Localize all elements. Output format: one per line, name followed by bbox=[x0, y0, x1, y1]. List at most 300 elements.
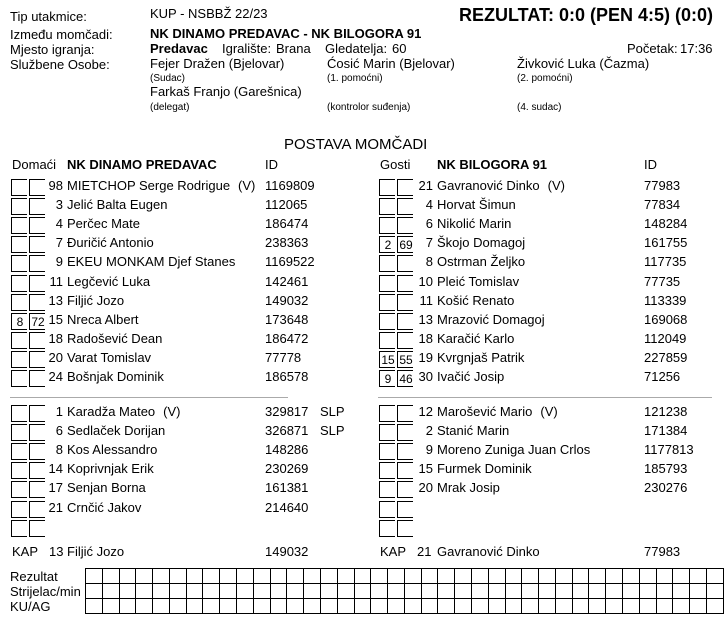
player-number: 4 bbox=[425, 197, 433, 212]
away-subs-box-1[interactable] bbox=[379, 424, 395, 441]
player-number: 24 bbox=[48, 369, 63, 384]
captain-mark: (V) bbox=[547, 178, 565, 193]
away-subs-box-1[interactable] bbox=[379, 443, 395, 460]
stats-cell[interactable] bbox=[673, 584, 690, 599]
kuag-row-label: KU/AG bbox=[10, 599, 51, 614]
home-side-label: Domaći bbox=[12, 157, 57, 172]
stats-cell[interactable] bbox=[539, 584, 556, 599]
player-number: 3 bbox=[55, 197, 63, 212]
stats-cell[interactable] bbox=[572, 599, 589, 614]
kickoff-label: Početak: bbox=[627, 41, 678, 56]
stats-cell[interactable] bbox=[304, 584, 321, 599]
player-number: 30 bbox=[418, 369, 433, 384]
home-starters-box-1[interactable] bbox=[11, 217, 27, 234]
stats-cell[interactable] bbox=[287, 584, 304, 599]
stats-cell[interactable] bbox=[673, 599, 690, 614]
stats-cell[interactable] bbox=[320, 569, 337, 584]
player-name: Jelić Balta Eugen bbox=[67, 197, 168, 212]
player-number: 6 bbox=[55, 423, 63, 438]
player-id: 71256 bbox=[644, 369, 681, 384]
official-fourth-role: (4. sudac) bbox=[517, 102, 562, 113]
stats-cell[interactable] bbox=[337, 599, 354, 614]
stats-cell[interactable] bbox=[421, 584, 438, 599]
stats-cell[interactable] bbox=[153, 599, 170, 614]
player-id: 1169522 bbox=[265, 254, 315, 269]
home-subs-box-1[interactable] bbox=[11, 481, 27, 498]
player-name: Varat Tomislav bbox=[67, 350, 152, 365]
stats-cell[interactable] bbox=[706, 569, 723, 584]
stats-cell[interactable] bbox=[589, 599, 606, 614]
player-number: 21 bbox=[418, 178, 433, 193]
stats-cell[interactable] bbox=[471, 584, 488, 599]
stats-cell[interactable] bbox=[186, 569, 203, 584]
stats-cell[interactable] bbox=[690, 569, 707, 584]
stats-cell[interactable] bbox=[119, 599, 136, 614]
stats-cell[interactable] bbox=[237, 599, 254, 614]
player-name: Ivačić Josip bbox=[437, 369, 505, 384]
player-number: 15 bbox=[418, 461, 433, 476]
player-name: Crnčić Jakov bbox=[67, 500, 142, 515]
venue-label: Mjesto igranja: bbox=[10, 42, 95, 57]
ground-value: Brana bbox=[276, 41, 311, 56]
official-assistant1-role: (1. pomoćni) bbox=[327, 73, 383, 84]
stats-cell[interactable] bbox=[354, 599, 371, 614]
stats-cell[interactable] bbox=[555, 599, 572, 614]
player-id: 171384 bbox=[644, 423, 688, 438]
stats-cell[interactable] bbox=[539, 569, 556, 584]
player-name: Legčević Luka bbox=[67, 274, 151, 289]
stats-cell[interactable] bbox=[102, 584, 119, 599]
away-starters-box-1[interactable] bbox=[379, 179, 395, 196]
player-name: Bošnjak Dominik bbox=[67, 369, 164, 384]
player-name: EKEU MONKAM Djef Stanes bbox=[67, 254, 236, 269]
stats-cell[interactable] bbox=[706, 584, 723, 599]
stats-cell[interactable] bbox=[287, 569, 304, 584]
player-number: 6 bbox=[425, 216, 433, 231]
stats-cell[interactable] bbox=[320, 599, 337, 614]
stats-cell[interactable] bbox=[656, 584, 673, 599]
official-delegate-role: (delegat) bbox=[150, 102, 190, 113]
stats-cell[interactable] bbox=[337, 569, 354, 584]
stats-cell[interactable] bbox=[471, 569, 488, 584]
stats-cell[interactable] bbox=[371, 569, 388, 584]
player-id: 112065 bbox=[265, 197, 308, 212]
player-name: Karadža Mateo bbox=[67, 404, 156, 419]
player-id: 227859 bbox=[644, 350, 688, 365]
stats-cell[interactable] bbox=[270, 569, 287, 584]
away-kap-name: Gavranović Dinko bbox=[437, 544, 540, 559]
stats-cell[interactable] bbox=[253, 569, 270, 584]
sub-minute-value: 55 bbox=[399, 353, 413, 367]
sub-minute-value: 72 bbox=[31, 315, 45, 329]
captain-mark: (V) bbox=[540, 404, 558, 419]
player-id: 77834 bbox=[644, 197, 681, 212]
player-name: Kos Alessandro bbox=[67, 442, 158, 457]
home-subs-box-1[interactable] bbox=[11, 405, 27, 422]
stats-cell[interactable] bbox=[119, 569, 136, 584]
stats-cell[interactable] bbox=[102, 599, 119, 614]
result-row-label: Rezultat bbox=[10, 569, 58, 584]
player-number: 21 bbox=[48, 500, 63, 515]
player-name: Kvrgnjaš Patrik bbox=[437, 350, 525, 365]
stats-cell[interactable] bbox=[438, 584, 455, 599]
sub-out-value: 15 bbox=[381, 353, 395, 367]
stats-cell[interactable] bbox=[169, 584, 186, 599]
home-subs-box-1[interactable] bbox=[11, 443, 27, 460]
player-name: Škojo Domagoj bbox=[437, 235, 526, 250]
teams-value: NK DINAMO PREDAVAC - NK BILOGORA 91 bbox=[150, 26, 422, 41]
player-number: 13 bbox=[48, 293, 63, 308]
stats-cell[interactable] bbox=[388, 569, 405, 584]
player-name: Ostrman Željko bbox=[437, 254, 526, 269]
player-number: 14 bbox=[48, 461, 63, 476]
stats-cell[interactable] bbox=[371, 599, 388, 614]
stats-cell[interactable] bbox=[253, 584, 270, 599]
player-number: 11 bbox=[419, 293, 433, 308]
home-starters-box-1[interactable] bbox=[11, 275, 27, 292]
home-subs-box-2[interactable] bbox=[29, 520, 45, 537]
player-id: 329817 bbox=[265, 404, 309, 419]
stats-cell[interactable] bbox=[623, 599, 640, 614]
stats-cell[interactable] bbox=[86, 599, 103, 614]
player-id: 77983 bbox=[644, 178, 681, 193]
player-name: Filjić Jozo bbox=[67, 293, 125, 308]
player-number: 7 bbox=[425, 235, 433, 250]
officials-label: Službene Osobe: bbox=[10, 57, 110, 72]
away-starters-box-1[interactable] bbox=[379, 370, 395, 387]
stats-cell[interactable] bbox=[220, 584, 237, 599]
player-id: 77735 bbox=[644, 274, 681, 289]
stats-cell[interactable] bbox=[522, 569, 539, 584]
home-starters-box-1[interactable] bbox=[11, 198, 27, 215]
stats-cell[interactable] bbox=[169, 569, 186, 584]
stats-cell[interactable] bbox=[203, 584, 220, 599]
player-name: Perčec Mate bbox=[67, 216, 140, 231]
player-name: Marošević Mario bbox=[437, 404, 533, 419]
player-id: 149032 bbox=[265, 293, 309, 308]
stats-cell[interactable] bbox=[639, 569, 656, 584]
player-id: 121238 bbox=[644, 404, 688, 419]
player-number: 2 bbox=[425, 423, 433, 438]
away-subs-box-1[interactable] bbox=[379, 405, 395, 422]
player-number: 8 bbox=[425, 254, 433, 269]
tip-label: Tip utakmice: bbox=[10, 9, 87, 24]
official-assistant2-role: (2. pomoćni) bbox=[517, 73, 573, 84]
player-id: 113339 bbox=[644, 293, 687, 308]
stats-cell[interactable] bbox=[606, 584, 623, 599]
player-id: 1169809 bbox=[265, 178, 315, 193]
stats-cell[interactable] bbox=[606, 599, 623, 614]
home-starters-box-1[interactable] bbox=[11, 179, 27, 196]
home-subs-box-1[interactable] bbox=[11, 501, 27, 518]
home-starters-box-1[interactable] bbox=[11, 236, 27, 253]
stats-cell[interactable] bbox=[505, 569, 522, 584]
away-kap-id: 77983 bbox=[644, 544, 681, 559]
stats-grid bbox=[85, 568, 724, 614]
venue-value: Predavac bbox=[150, 41, 208, 56]
stats-cell[interactable] bbox=[488, 599, 505, 614]
player-name: Moreno Zuniga Juan Crlos bbox=[437, 442, 591, 457]
player-number: 20 bbox=[418, 480, 433, 495]
stats-cell[interactable] bbox=[186, 584, 203, 599]
stats-cell[interactable] bbox=[404, 569, 421, 584]
player-id: 161381 bbox=[265, 480, 309, 495]
stats-cell[interactable] bbox=[354, 569, 371, 584]
away-team-name: NK BILOGORA 91 bbox=[437, 157, 548, 172]
stats-cell[interactable] bbox=[488, 569, 505, 584]
away-starters-box-1[interactable] bbox=[379, 294, 395, 311]
player-number: 18 bbox=[418, 331, 433, 346]
player-id: 214640 bbox=[265, 500, 309, 515]
stats-cell[interactable] bbox=[656, 569, 673, 584]
spectators-label: Gledatelja: bbox=[325, 41, 388, 56]
player-number: 1 bbox=[55, 404, 63, 419]
stats-cell[interactable] bbox=[589, 569, 606, 584]
away-subs-box-1[interactable] bbox=[379, 462, 395, 479]
sub-out-value: 2 bbox=[384, 238, 392, 252]
stats-cell[interactable] bbox=[86, 569, 103, 584]
player-name: Stanić Marin bbox=[437, 423, 510, 438]
player-name: Košić Renato bbox=[437, 293, 515, 308]
home-subs-box-1[interactable] bbox=[11, 520, 27, 537]
home-id-header: ID bbox=[265, 157, 278, 172]
stats-cell[interactable] bbox=[388, 584, 405, 599]
stats-cell[interactable] bbox=[438, 599, 455, 614]
sub-out-value: 8 bbox=[16, 315, 24, 329]
away-starters-box-1[interactable] bbox=[379, 275, 395, 292]
stats-cell[interactable] bbox=[371, 584, 388, 599]
kickoff-value: 17:36 bbox=[680, 41, 713, 56]
stats-cell[interactable] bbox=[220, 569, 237, 584]
stats-cell[interactable] bbox=[320, 584, 337, 599]
away-starters-box-1[interactable] bbox=[379, 217, 395, 234]
away-subs-box-1[interactable] bbox=[379, 520, 395, 537]
home-starters-box-1[interactable] bbox=[11, 332, 27, 349]
away-starters-box-1[interactable] bbox=[379, 332, 395, 349]
player-id: 148284 bbox=[644, 216, 688, 231]
home-kap-number: 13 bbox=[49, 544, 64, 559]
player-id: 186472 bbox=[265, 331, 309, 346]
stats-cell[interactable] bbox=[690, 599, 707, 614]
player-note: SLP bbox=[320, 404, 345, 419]
result-text: REZULTAT: 0:0 (PEN 4:5) (0:0) bbox=[459, 5, 714, 25]
player-name: Đuričić Antonio bbox=[67, 235, 154, 250]
stats-cell[interactable] bbox=[136, 584, 153, 599]
player-number: 11 bbox=[49, 274, 63, 289]
player-number: 12 bbox=[418, 404, 433, 419]
stats-cell[interactable] bbox=[270, 584, 287, 599]
away-subs-box-2[interactable] bbox=[397, 501, 413, 518]
home-subs-box-1[interactable] bbox=[11, 424, 27, 441]
stats-cell[interactable] bbox=[673, 569, 690, 584]
stats-cell[interactable] bbox=[572, 569, 589, 584]
player-number: 18 bbox=[48, 331, 63, 346]
player-id: 77778 bbox=[265, 350, 302, 365]
home-subs-box-1[interactable] bbox=[11, 462, 27, 479]
official-referee-role: (Sudac) bbox=[150, 73, 186, 84]
stats-cell[interactable] bbox=[86, 584, 103, 599]
home-starters-box-1[interactable] bbox=[11, 255, 27, 272]
stats-cell[interactable] bbox=[455, 584, 472, 599]
stats-cell[interactable] bbox=[505, 584, 522, 599]
official-referee-name: Fejer Dražen (Bjelovar) bbox=[150, 56, 285, 71]
home-kap-label: KAP bbox=[12, 544, 39, 559]
player-name: Gavranović Dinko bbox=[437, 178, 540, 193]
stats-cell[interactable] bbox=[203, 599, 220, 614]
stats-cell[interactable] bbox=[505, 599, 522, 614]
away-subs-box-1[interactable] bbox=[379, 501, 395, 518]
player-id: 186474 bbox=[265, 216, 309, 231]
home-starters-box-1[interactable] bbox=[11, 351, 27, 368]
stats-cell[interactable] bbox=[623, 584, 640, 599]
player-id: 230269 bbox=[265, 461, 309, 476]
stats-cell[interactable] bbox=[237, 569, 254, 584]
away-starters-box-1[interactable] bbox=[379, 198, 395, 215]
player-name: Sedlaček Dorijan bbox=[67, 423, 166, 438]
away-kap-label: KAP bbox=[380, 544, 407, 559]
player-number: 8 bbox=[55, 442, 63, 457]
player-number: 20 bbox=[48, 350, 63, 365]
player-number: 17 bbox=[48, 480, 63, 495]
home-starters-box-1[interactable] bbox=[11, 370, 27, 387]
player-name: Koprivnjak Erik bbox=[67, 461, 154, 476]
stats-cell[interactable] bbox=[606, 569, 623, 584]
home-kap-id: 149032 bbox=[265, 544, 309, 559]
stats-cell[interactable] bbox=[354, 584, 371, 599]
away-subs-box-1[interactable] bbox=[379, 481, 395, 498]
player-name: Radošević Dean bbox=[67, 331, 163, 346]
stats-cell[interactable] bbox=[337, 584, 354, 599]
stats-cell[interactable] bbox=[421, 599, 438, 614]
stats-cell[interactable] bbox=[119, 584, 136, 599]
stats-cell[interactable] bbox=[639, 599, 656, 614]
home-separator bbox=[10, 397, 288, 398]
player-number: 13 bbox=[418, 312, 433, 327]
home-kap-name: Filjić Jozo bbox=[67, 544, 125, 559]
stats-cell[interactable] bbox=[186, 599, 203, 614]
stats-cell[interactable] bbox=[522, 599, 539, 614]
stats-cell[interactable] bbox=[589, 584, 606, 599]
player-name: Nreca Albert bbox=[67, 312, 139, 327]
stats-cell[interactable] bbox=[304, 569, 321, 584]
stats-cell[interactable] bbox=[287, 599, 304, 614]
player-id: 326871 bbox=[265, 423, 309, 438]
stats-cell[interactable] bbox=[203, 569, 220, 584]
stats-cell[interactable] bbox=[404, 584, 421, 599]
away-separator bbox=[378, 397, 712, 398]
stats-cell[interactable] bbox=[304, 599, 321, 614]
away-side-label: Gosti bbox=[380, 157, 411, 172]
away-starters-box-1[interactable] bbox=[379, 236, 395, 253]
stats-cell[interactable] bbox=[388, 599, 405, 614]
official-controller-role: (kontrolor suđenja) bbox=[327, 102, 411, 113]
official-delegate-name: Farkaš Franjo (Garešnica) bbox=[150, 84, 302, 99]
stats-cell[interactable] bbox=[438, 569, 455, 584]
player-number: 19 bbox=[418, 350, 433, 365]
player-number: 10 bbox=[418, 274, 433, 289]
stats-cell[interactable] bbox=[488, 584, 505, 599]
official-assistant1-name: Ćosić Marin (Bjelovar) bbox=[327, 56, 455, 71]
stats-cell[interactable] bbox=[471, 599, 488, 614]
player-name: Pleić Tomislav bbox=[437, 274, 520, 289]
captain-mark: (V) bbox=[238, 178, 256, 193]
stats-cell[interactable] bbox=[690, 584, 707, 599]
player-id: 142461 bbox=[265, 274, 309, 289]
stats-cell[interactable] bbox=[421, 569, 438, 584]
player-name: Nikolić Marin bbox=[437, 216, 512, 231]
home-starters-box-1[interactable] bbox=[11, 294, 27, 311]
stats-cell[interactable] bbox=[455, 599, 472, 614]
official-assistant2-name: Živković Luka (Čazma) bbox=[517, 56, 650, 71]
stats-cell[interactable] bbox=[404, 599, 421, 614]
player-name: Horvat Šimun bbox=[437, 197, 516, 212]
stats-cell[interactable] bbox=[706, 599, 723, 614]
away-starters-box-1[interactable] bbox=[379, 313, 395, 330]
ground-label: Igralište: bbox=[222, 41, 272, 56]
away-subs-box-2[interactable] bbox=[397, 520, 413, 537]
player-note: SLP bbox=[320, 423, 345, 438]
sub-out-value: 9 bbox=[384, 372, 392, 386]
spectators-value: 60 bbox=[392, 41, 407, 56]
player-id: 1177813 bbox=[644, 442, 694, 457]
stats-cell[interactable] bbox=[539, 599, 556, 614]
tip-value: KUP - NSBBŽ 22/23 bbox=[150, 6, 268, 21]
sub-minute-value: 46 bbox=[399, 372, 413, 386]
stats-cell[interactable] bbox=[136, 569, 153, 584]
player-id: 112049 bbox=[644, 331, 687, 346]
stats-cell[interactable] bbox=[102, 569, 119, 584]
stats-cell[interactable] bbox=[253, 599, 270, 614]
player-number: 9 bbox=[425, 442, 433, 457]
stats-cell[interactable] bbox=[153, 584, 170, 599]
stats-cell[interactable] bbox=[572, 584, 589, 599]
player-id: 173648 bbox=[265, 312, 309, 327]
stats-cell[interactable] bbox=[623, 569, 640, 584]
player-number: 9 bbox=[55, 254, 63, 269]
captain-mark: (V) bbox=[163, 404, 181, 419]
player-id: 161755 bbox=[644, 235, 688, 250]
away-kap-number: 21 bbox=[417, 544, 432, 559]
teams-label: Između momčadi: bbox=[10, 27, 113, 42]
scorer-row-label: Strijelac/min bbox=[10, 584, 81, 599]
stats-cell[interactable] bbox=[639, 584, 656, 599]
stats-cell[interactable] bbox=[270, 599, 287, 614]
player-id: 186578 bbox=[265, 369, 309, 384]
stats-cell[interactable] bbox=[153, 569, 170, 584]
stats-cell[interactable] bbox=[656, 599, 673, 614]
away-starters-box-1[interactable] bbox=[379, 255, 395, 272]
player-number: 7 bbox=[55, 235, 63, 250]
stats-cell[interactable] bbox=[522, 584, 539, 599]
away-starters-box-1[interactable] bbox=[379, 351, 395, 368]
sub-minute-value: 69 bbox=[399, 238, 413, 252]
player-name: Senjan Borna bbox=[67, 480, 146, 495]
away-id-header: ID bbox=[644, 157, 657, 172]
player-id: 230276 bbox=[644, 480, 688, 495]
stats-cell[interactable] bbox=[169, 599, 186, 614]
player-name: MIETCHOP Serge Rodrigue bbox=[67, 178, 231, 193]
stats-cell[interactable] bbox=[455, 569, 472, 584]
player-name: Karačić Karlo bbox=[437, 331, 515, 346]
stats-cell[interactable] bbox=[237, 584, 254, 599]
player-name: Mrazović Domagoj bbox=[437, 312, 545, 327]
lineup-title: POSTAVA MOMČADI bbox=[284, 136, 428, 153]
stats-cell[interactable] bbox=[220, 599, 237, 614]
stats-cell[interactable] bbox=[555, 569, 572, 584]
home-starters-box-1[interactable] bbox=[11, 313, 27, 330]
stats-cell[interactable] bbox=[555, 584, 572, 599]
stats-cell[interactable] bbox=[136, 599, 153, 614]
